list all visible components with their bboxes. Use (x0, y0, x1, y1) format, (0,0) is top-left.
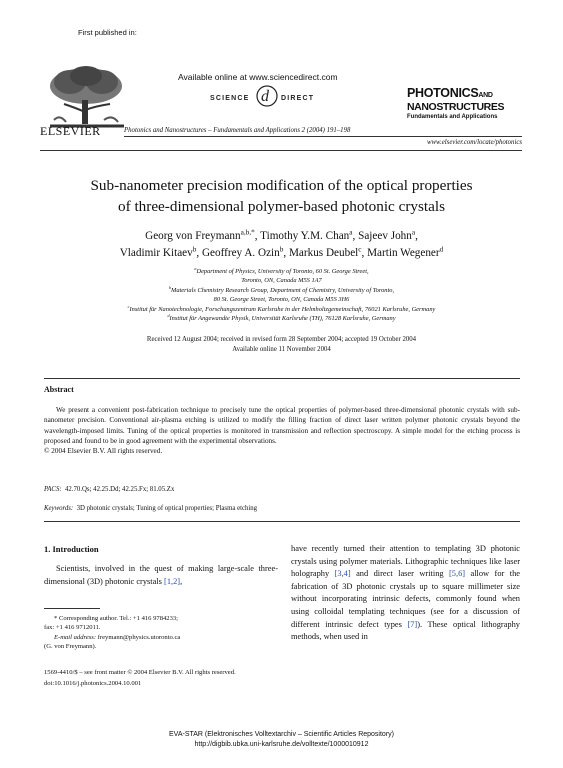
author-separator: , (254, 230, 261, 242)
affiliation-label: b (168, 284, 171, 290)
keywords-list: 3D photonic crystals; Tuning of optical properties; Plasma etching (76, 505, 258, 512)
abstract-top-rule (44, 378, 520, 379)
affiliations (60, 267, 503, 323)
footnote-fax: fax: +1 416 9712011. (44, 624, 101, 632)
sd-right-text: DIRECT (281, 95, 315, 102)
available-online-note: Available online at www.sciencedirect.com (178, 72, 338, 82)
brand-line-1 (407, 87, 523, 102)
title-line-1: Sub-nanometer precision modification of the optical properties (90, 177, 473, 194)
citation-link[interactable]: [5,6] (449, 569, 466, 579)
brand-and: AND (478, 92, 493, 99)
journal-brand-logo (407, 87, 523, 121)
copyright-line: © 2004 Elsevier B.V. All rights reserved. (44, 447, 163, 456)
author-affiliation-mark: b (279, 245, 284, 254)
sciencedirect-logo (208, 84, 328, 108)
citation-link[interactable]: [3,4] (334, 569, 351, 579)
abstract-bottom-rule (44, 521, 520, 522)
intro-left-column (44, 563, 278, 588)
author-affiliation-mark: a (411, 228, 416, 237)
affiliation-b (60, 286, 503, 295)
affiliation-label: c (127, 303, 130, 309)
citation-link[interactable]: [7] (407, 619, 418, 629)
citation-link[interactable]: [1,2] (164, 576, 181, 586)
author-list (60, 228, 503, 262)
author-separator: , (352, 230, 359, 242)
abstract-text: We present a convenient post-fabrication technique to precisely tune the optical properties of polymer-based three-dimensional photonic crystals with sub-nanometer precision. Conventional air-plasma etching is utilized to modify the filling fraction of direct laser written polymer photonic crystals beyond the wavelength-imposed limits. Tuning of the optical properties is monitored in transmission and reflection spectroscopy. A simple model for the etching process is proposed and found to be in good agreement with the experimental observations. (44, 406, 520, 445)
introduction-heading: 1. Introduction (44, 544, 99, 554)
author-name: Sajeev John (358, 230, 412, 242)
author-affiliation-mark: a,b,* (240, 228, 255, 237)
author-line-2 (60, 245, 503, 262)
repository-name: EVA-STAR (Elektronisches Volltextarchiv – Scientific Articles Repository) (169, 731, 394, 738)
footnote-email-line (44, 633, 278, 642)
author-name: Georg von Freymann (145, 230, 241, 242)
author-separator: , (361, 247, 368, 259)
author-affiliation-mark: d (439, 245, 444, 254)
affiliation-text: Institut für Nanotechnologie, Forschungszentrum Karlsruhe in der Helmholtzgemeinschaft, 76021 Karlsruhe, Germany (129, 305, 436, 313)
doi-line: doi:10.1016/j.photonics.2004.10.001 (44, 680, 142, 687)
intro-text: have recently turned their attention to templating 3D photonic crystals using polymer materials. Lithographic techniques like laser holography (291, 544, 520, 579)
author-name: Vladimir Kitaev (119, 247, 193, 259)
header-bottom-rule (40, 150, 522, 151)
received-dates: Received 12 August 2004; received in revised form 28 September 2004; accepted 19 October 2004 (146, 336, 417, 343)
title-line-2: of three-dimensional polymer-based photonic crystals (118, 198, 445, 215)
author-name: Timothy Y.M. Chan (260, 230, 350, 242)
pacs-line (44, 486, 174, 493)
issn-line: 1569-4410/$ – see front matter © 2004 Elsevier B.V. All rights reserved. (44, 669, 236, 676)
footnote-name: (G. von Freymann). (44, 643, 97, 651)
keywords-label: Keywords: (44, 505, 74, 512)
intro-text: Scientists, involved in the quest of making large-scale three-dimensional (3D) photonic crystals (44, 564, 278, 586)
affiliation-b-line-2: 80 St. George Street, Toronto, ON, Canada M5S 3H6 (213, 296, 350, 304)
email-link[interactable]: freymann@physics.utoronto.ca (97, 633, 181, 641)
author-name: Martin Wegener (367, 247, 440, 259)
author-affiliation-mark: c (358, 245, 362, 254)
intro-text: ). These optical lithography methods, when used in (291, 619, 520, 642)
journal-url-link[interactable]: www.elsevier.com/locate/photonics (426, 139, 522, 146)
footnote-rule (44, 608, 100, 609)
footnote-tel: * Corresponding author. Tel.: +1 416 9784233; (54, 615, 179, 622)
elsevier-wordmark: ELSEVIER (40, 124, 101, 138)
author-separator: , (196, 247, 202, 259)
brand-photonics: PHOTONICS (407, 86, 479, 100)
repository-note (0, 730, 563, 750)
pacs-label: PACS: (44, 486, 62, 493)
journal-citation: Photonics and Nanostructures – Fundamentals and Applications 2 (2004) 191–198 (124, 127, 351, 134)
front-matter (44, 667, 236, 689)
affiliation-c (60, 305, 503, 314)
affiliation-text: Materials Chemistry Research Group, Department of Chemistry, University of Toronto, (171, 286, 395, 294)
email-label: E-mail address: (54, 633, 97, 641)
abstract-heading: Abstract (44, 385, 74, 394)
intro-text: and direct laser writing (350, 569, 450, 579)
brand-line-3: Fundamentals and Applications (407, 114, 498, 120)
header-rule (124, 136, 522, 137)
repository-url[interactable]: http://digbib.ubka.uni-karlsruhe.de/volltexte/1000010912 (194, 741, 369, 748)
article-title (60, 175, 503, 217)
affiliation-a-line-2: Toronto, ON, Canada M5S 1A7 (241, 277, 322, 285)
pacs-codes: 42.70.Qs; 42.25.Dd; 42.25.Fx; 81.05.Zx (65, 486, 175, 493)
author-line-1 (60, 228, 503, 245)
elsevier-tree-logo (40, 64, 132, 132)
affiliation-text: Institut für Angewandte Physik, Universität Karlsruhe (TH), 76128 Karlsruhe, Germany (169, 315, 396, 323)
intro-text: , (180, 576, 183, 586)
corresponding-author-footnote (44, 614, 278, 652)
author-name: Geoffrey A. Ozin (201, 247, 280, 259)
article-dates (60, 335, 503, 354)
author-affiliation-mark: b (192, 245, 197, 254)
affiliation-text: Department of Physics, University of Toronto, 60 St. George Street, (196, 268, 369, 275)
affiliation-a (60, 267, 503, 276)
affiliation-d (60, 314, 503, 323)
available-online-date: Available online 11 November 2004 (232, 345, 331, 353)
affiliation-label: d (167, 312, 170, 318)
svg-text:d: d (261, 88, 269, 105)
sd-left-text: SCIENCE (210, 95, 250, 102)
author-separator: , (415, 230, 418, 242)
affiliation-label: a (194, 265, 197, 271)
abstract-body (44, 405, 520, 456)
author-separator: , (283, 247, 289, 259)
author-name: Markus Deubel (288, 247, 359, 259)
keywords-line (44, 505, 257, 512)
author-affiliation-mark: a (349, 228, 353, 237)
brand-line-2: NANOSTRUCTURES (407, 101, 505, 113)
intro-right-column (291, 543, 520, 644)
first-published-note: First published in: (78, 28, 137, 37)
intro-text: allow for the fabrication of 3D photonic crystals up to square millimeter size without incorporating intrinsic defects, commonly found when using colloidal templating techniques (see for a discussion of different intrinsic defect types (291, 569, 520, 629)
